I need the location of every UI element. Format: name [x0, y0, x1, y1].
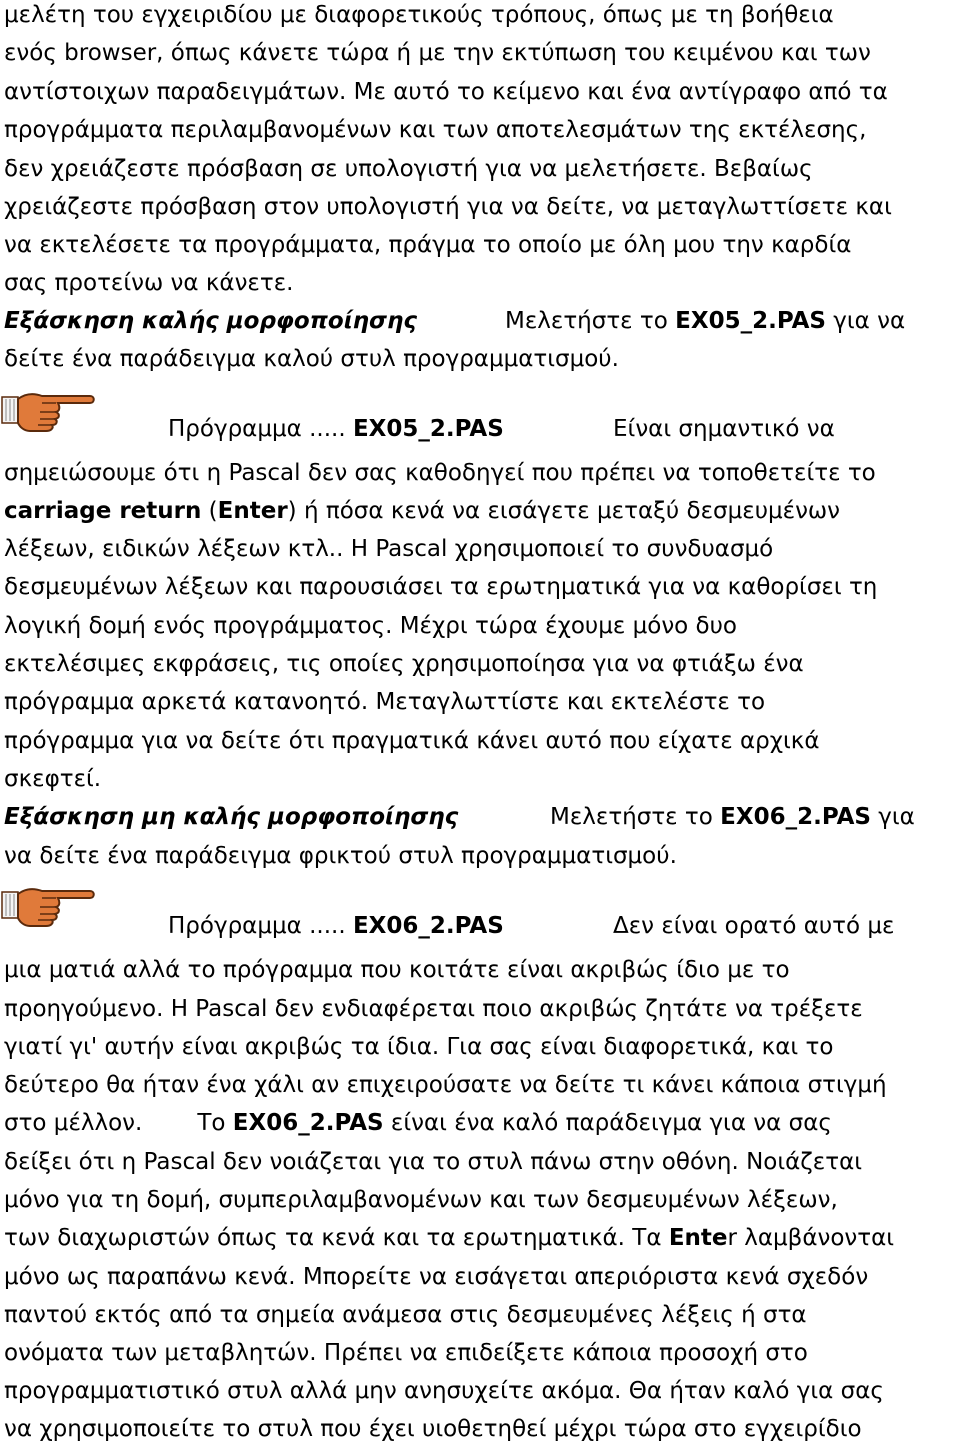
text-line: να δείτε ένα παράδειγμα φρικτού στυλ προγραμματισμού.	[4, 843, 677, 869]
text-line: να χρησιμοποιείτε το στυλ που έχει υιοθετηθεί μέχρι τώρα στο εγχειρίδιο	[4, 1416, 862, 1442]
text-line: ονόματα των μεταβλητών. Πρέπει να επιδείξετε κάποια προσοχή στο	[4, 1340, 808, 1366]
study-suffix: για να	[825, 308, 906, 334]
bold-term: Enter	[217, 498, 288, 524]
text-line: δεσμευμένων λέξεων και παρουσιάσει τα ερωτηματικά για να καθορίσει τη	[4, 574, 878, 600]
study-prefix: Μελετήστε το	[505, 308, 676, 334]
text-line: σκεφτεί.	[4, 766, 102, 792]
text-line: εκτελέσιμες εκφράσεις, τις οποίες χρησιμοποίησα για να φτιάξω ένα	[4, 651, 804, 677]
text-line: γιατί γι' αυτήν είναι ακριβώς τα ίδια. Για σας είναι διαφορετικά, και το	[4, 1034, 834, 1060]
text-line: σας προτείνω να κάνετε.	[4, 270, 294, 296]
pointing-hand-icon	[0, 385, 96, 435]
text-line: πρόγραμμα για να δείτε ότι πραγματικά κάνει αυτό που είχατε αρχικά	[4, 728, 820, 754]
text-line: μόνο για τη δομή, συμπεριλαμβανομένων και των δεσμευμένων λέξεων,	[4, 1187, 838, 1213]
program-ref: Πρόγραμμα ..... EX05_2.PAS	[168, 416, 504, 442]
program-note: Δεν είναι ορατό αυτό με	[613, 913, 895, 939]
text-line: πρόγραμμα αρκετά κατανοητό. Μεταγλωττίστε και εκτελέστε το	[4, 689, 766, 715]
text-line	[4, 1223, 894, 1253]
text-line: δεύτερο θα ήταν ένα χάλι αν επιχειρούσατε να δείτε τι κάνει κάποια στιγμή	[4, 1072, 887, 1098]
program-file: EX06_2.PAS	[352, 913, 504, 939]
program-label: Πρόγραμμα ...	[168, 416, 332, 442]
text-line: λογική δομή ενός προγράμματος. Μέχρι τώρα έχουμε μόνο δυο	[4, 613, 738, 639]
text-line: μελέτη του εγχειριδίου με διαφορετικούς τρόπους, όπως με τη βοήθεια	[4, 2, 834, 28]
file-name: EX06_2.PAS	[720, 804, 871, 830]
pointing-hand-icon	[0, 880, 96, 930]
text-span: Το	[197, 1110, 233, 1136]
text-line: δείτε ένα παράδειγμα καλού στυλ προγραμματισμού.	[4, 346, 619, 372]
text-line: δεν χρειάζεστε πρόσβαση σε υπολογιστή για να μελετήσετε. Βεβαίως	[4, 156, 813, 182]
text-line: αντίστοιχων παραδειγμάτων. Με αυτό το κείμενο και ένα αντίγραφο από τα	[4, 79, 888, 105]
text-line: προγραμματιστικό στυλ αλλά μην ανησυχείτε ακόμα. Θα ήταν καλό για σας	[4, 1378, 884, 1404]
exercise-heading: Εξάσκηση μη καλής μορφοποίησης	[4, 804, 459, 830]
exercise-study-text	[505, 306, 905, 336]
bold-term: Ente	[668, 1225, 728, 1251]
study-suffix: για	[870, 804, 915, 830]
file-name: EX05_2.PAS	[675, 308, 826, 334]
text-span: (	[201, 498, 218, 524]
text-line: παντού εκτός από τα σημεία ανάμεσα στις δεσμευμένες λέξεις ή στα	[4, 1302, 807, 1328]
text-line: σημειώσουμε ότι η Pascal δεν σας καθοδηγεί που πρέπει να τοποθετείτε το	[4, 460, 876, 486]
text-span: ) ή πόσα κενά να εισάγετε μεταξύ δεσμευμένων	[287, 498, 841, 524]
text-line: λέξεων, ειδικών λέξεων κτλ.. Η Pascal χρησιμοποιεί το συνδυασμό	[4, 536, 774, 562]
text-span: είναι ένα καλό παράδειγμα για να σας	[383, 1110, 832, 1136]
text-line: μόνο ως παραπάνω κενά. Μπορείτε να εισάγεται απεριόριστα κενά σχεδόν	[4, 1264, 869, 1290]
text-line	[4, 496, 840, 526]
text-line: να εκτελέσετε τα προγράμματα, πράγμα το οποίο με όλη μου την καρδία	[4, 232, 852, 258]
program-ref: Πρόγραμμα ..... EX06_2.PAS	[168, 913, 504, 939]
program-file: EX05_2.PAS	[352, 416, 504, 442]
file-name: EX06_2.PAS	[232, 1110, 384, 1136]
program-note: Είναι σημαντικό να	[613, 416, 835, 442]
exercise-heading-row	[4, 802, 458, 832]
exercise-heading-row	[4, 306, 417, 336]
text-span: των διαχωριστών όπως τα κενά και τα ερωτηματικά. Τα	[4, 1225, 669, 1251]
text-line: προηγούμενο. Η Pascal δεν ενδιαφέρεται ποιο ακριβώς ζητάτε να τρέξετε	[4, 996, 863, 1022]
exercise-study-text	[550, 802, 915, 832]
text-line: ενός browser, όπως κάνετε τώρα ή με την εκτύπωση του κειμένου και των	[4, 40, 871, 66]
text-line	[4, 1108, 832, 1138]
bold-term: carriage return	[4, 498, 202, 524]
text-span: r λαμβάνονται	[727, 1225, 895, 1251]
text-line: μια ματιά αλλά το πρόγραμμα που κοιτάτε είναι ακριβώς ίδιο με το	[4, 957, 790, 983]
text-span: στο μέλλον.	[4, 1110, 143, 1136]
study-prefix: Μελετήστε το	[550, 804, 721, 830]
text-line: προγράμματα περιλαμβανομένων και των αποτελεσμάτων της εκτέλεσης,	[4, 117, 867, 143]
text-line: δείξει ότι η Pascal δεν νοιάζεται για το στυλ πάνω στην οθόνη. Νοιάζεται	[4, 1149, 863, 1175]
program-label: Πρόγραμμα ...	[168, 913, 332, 939]
exercise-heading: Εξάσκηση καλής μορφοποίησης	[4, 308, 417, 334]
text-line: χρειάζεστε πρόσβαση στον υπολογιστή για να δείτε, να μεταγλωττίσετε και	[4, 194, 892, 220]
